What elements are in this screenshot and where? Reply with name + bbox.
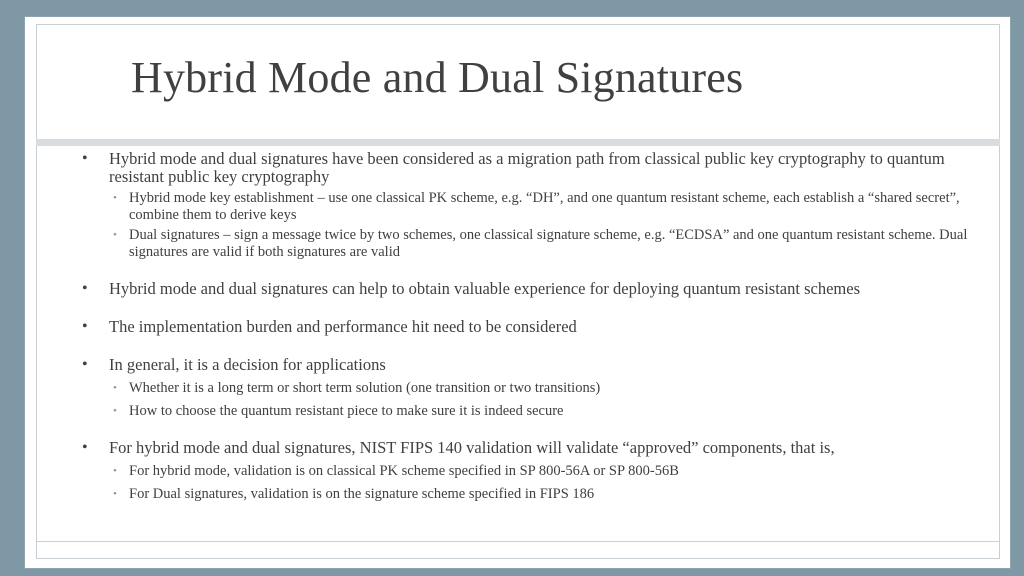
sub-bullet-item xyxy=(80,463,990,480)
bullet-marker: • xyxy=(82,356,88,373)
sub-bullet-item xyxy=(80,380,990,397)
sub-bullet-text: Hybrid mode key establishment – use one classical PK scheme, e.g. “DH”, and one quantum resistant scheme, each establish a “shared secret”, combine them to derive keys xyxy=(129,190,960,223)
sub-bullet-marker: • xyxy=(113,229,117,241)
sub-bullet-item xyxy=(80,486,990,503)
bullet-text: For hybrid mode and dual signatures, NIST FIPS 140 validation will validate “approved” components, that is, xyxy=(109,438,835,457)
sub-bullet-text: Whether it is a long term or short term solution (one transition or two transitions) xyxy=(129,380,601,396)
bullet-item xyxy=(80,439,990,457)
slide-title: Hybrid Mode and Dual Signatures xyxy=(131,53,744,102)
bullet-marker: • xyxy=(82,318,88,335)
bullet-item xyxy=(80,356,990,374)
sub-bullet-text: For hybrid mode, validation is on classical PK scheme specified in SP 800-56A or SP 800-56B xyxy=(129,463,679,479)
sub-bullet-item xyxy=(80,190,990,223)
sub-bullet-text: Dual signatures – sign a message twice by two schemes, one classical signature scheme, e.g. “ECDSA” and one quantum resistant scheme. Dual signatures are valid if both signatures are valid xyxy=(129,227,968,260)
sub-bullet-marker: • xyxy=(113,487,117,500)
sub-bullet-marker: • xyxy=(113,404,117,417)
bullet-text: In general, it is a decision for applications xyxy=(109,355,386,374)
sub-bullet-text: For Dual signatures, validation is on the signature scheme specified in FIPS 186 xyxy=(129,485,595,502)
bullet-text: Hybrid mode and dual signatures can help to obtain valuable experience for deploying quantum resistant schemes xyxy=(109,279,860,298)
bottom-divider xyxy=(36,541,1000,542)
sub-bullet-item xyxy=(80,227,990,260)
sub-bullet-item xyxy=(80,403,990,420)
bullet-marker: • xyxy=(82,280,88,297)
sub-bullet-marker: • xyxy=(113,192,117,204)
title-divider xyxy=(36,139,1000,146)
bullet-text: Hybrid mode and dual signatures have been considered as a migration path from classical public key cryptography to quantum resistant public key cryptography xyxy=(109,149,945,186)
bullet-text: The implementation burden and performance hit need to be considered xyxy=(109,317,577,336)
bullet-marker: • xyxy=(82,150,88,167)
bullet-marker: • xyxy=(82,439,88,456)
slide-content xyxy=(80,150,990,502)
sub-bullet-text: How to choose the quantum resistant piece to make sure it is indeed secure xyxy=(129,402,564,419)
bullet-item xyxy=(80,318,990,336)
sub-bullet-marker: • xyxy=(113,465,117,477)
sub-bullet-marker: • xyxy=(113,382,117,394)
bullet-item xyxy=(80,150,990,186)
bullet-item xyxy=(80,280,990,298)
